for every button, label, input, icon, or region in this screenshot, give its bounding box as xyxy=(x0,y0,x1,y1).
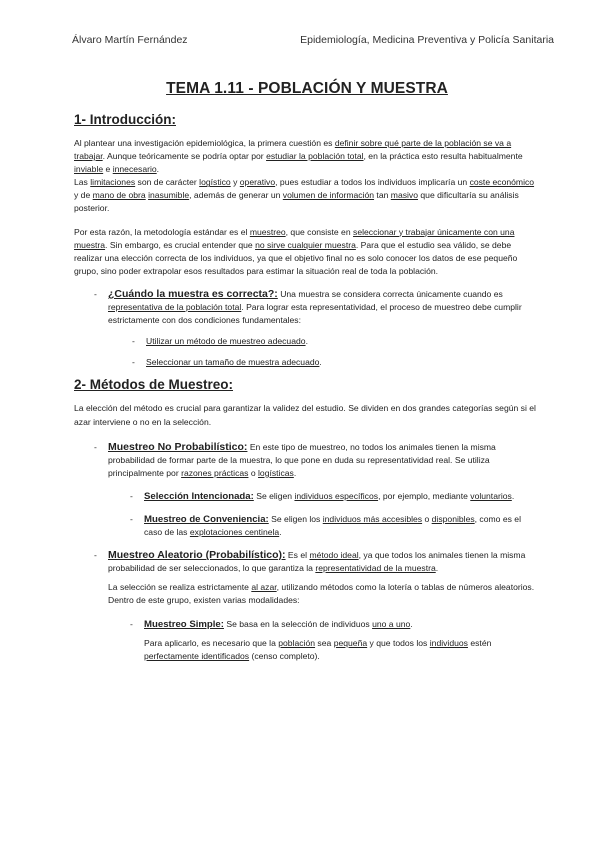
underlined-text: disponibles xyxy=(431,513,475,524)
underlined-text: logísticas xyxy=(258,467,294,478)
underlined-text: método ideal xyxy=(309,550,359,561)
condition-item xyxy=(132,356,540,369)
text: . xyxy=(279,527,282,538)
bullet-keyword: Muestreo Simple: xyxy=(144,618,224,630)
document-title: TEMA 1.11 - POBLACIÓN Y MUESTRA xyxy=(166,80,448,97)
text: La selección se realiza estrictamente xyxy=(108,582,252,593)
underlined-text: al azar xyxy=(251,582,277,593)
underlined-text: voluntarios xyxy=(470,490,512,501)
underlined-text: masivo xyxy=(390,190,419,201)
underlined-text: población xyxy=(278,637,316,648)
underlined-text: explotaciones centinela xyxy=(189,527,280,538)
text: tan xyxy=(374,190,391,201)
bullet-random-sampling xyxy=(94,549,540,607)
text: y de xyxy=(74,190,93,201)
text: Las xyxy=(74,177,91,188)
underlined-text: estudiar la población total xyxy=(266,151,364,162)
text: , además de generar un xyxy=(189,190,283,201)
bullet-dash: - xyxy=(130,490,133,501)
underlined-text: razones prácticas xyxy=(181,467,249,478)
text: , ya que todos los animales tienen la misma probabilidad de ser seleccionados, lo que garantiza la xyxy=(108,550,526,574)
methods-paragraph-1: La elección del método es crucial para garantizar la validez del estudio. Se dividen en dos grandes categorías según si el azar interviene o no en la selección. xyxy=(74,403,536,427)
text: Una muestra se considera correcta únicamente cuando es xyxy=(277,288,503,299)
bullet-intentional-selection xyxy=(130,490,540,503)
text: Por esta razón, la metodología estándar es el xyxy=(74,226,250,237)
text: , por ejemplo, mediante xyxy=(378,490,471,501)
text: Para aplicarlo, es necesario que la xyxy=(144,637,279,648)
section-methods xyxy=(74,377,540,662)
bullet-non-probabilistic xyxy=(94,440,540,480)
text: sea xyxy=(315,637,334,648)
text: . Para que el estudio sea válido, se debe realizar una elección correcta de los individuos, ya que el objetivo final no es solo conocer los datos de ese pequeño grupo, sino poder extrapolar esos resultados para estimar la situación real de toda la población. xyxy=(74,239,518,276)
section-heading-methods: 2- Métodos de Muestreo: xyxy=(74,377,234,393)
text: estén xyxy=(467,637,492,648)
condition-text: Seleccionar un tamaño de muestra adecuado xyxy=(146,357,320,368)
underlined-text: inasumible xyxy=(148,190,190,201)
bullet-dash: - xyxy=(130,618,133,629)
text: e xyxy=(103,164,113,175)
header-author: Álvaro Martín Fernández xyxy=(72,34,188,46)
text: , pues estudiar a todos los individuos implicaría un xyxy=(275,177,470,188)
bullet-dash: - xyxy=(94,550,97,561)
underlined-text: representatividad de la muestra xyxy=(315,563,436,574)
intro-paragraph-1 xyxy=(74,137,540,216)
bullet-dash: - xyxy=(132,357,135,368)
text: , que consiste en xyxy=(285,226,354,237)
bullet-dash: - xyxy=(130,513,133,524)
underlined-text: representativa de la población total xyxy=(108,302,242,313)
underlined-text: limitaciones xyxy=(90,177,136,188)
bullet-keyword: Muestreo No Probabilístico: xyxy=(108,440,248,453)
simple-sampling-paragraph xyxy=(144,637,540,663)
underlined-text: uno a uno xyxy=(372,618,411,629)
bullet-keyword: Muestreo Aleatorio (Probabilístico): xyxy=(108,549,286,562)
text: . Aunque teóricamente se podría optar por xyxy=(102,151,267,162)
text: En este tipo de muestreo, no todos los animales tienen la misma probabilidad de formar parte de la muestra, lo que pone en duda su representatividad real. Se utiliza principalmente por xyxy=(108,441,496,478)
text: y que todos los xyxy=(367,637,430,648)
bullet-convenience-sampling xyxy=(130,513,540,539)
underlined-text: individuos más accesibles xyxy=(322,513,423,524)
text: Se eligen xyxy=(253,490,295,501)
bullet-keyword: Muestreo de Conveniencia: xyxy=(144,513,269,525)
text: Es el xyxy=(285,550,310,561)
section-heading-introduction: 1- Introducción: xyxy=(74,112,176,127)
bullet-keyword: Selección Intencionada: xyxy=(144,490,254,502)
text: . xyxy=(156,164,160,175)
underlined-text: operativo xyxy=(239,177,276,188)
underlined-text: volumen de información xyxy=(282,190,375,201)
text: son de carácter xyxy=(135,177,200,188)
underlined-text: mano de obra xyxy=(92,190,146,201)
bullet-dash: - xyxy=(94,441,97,452)
text: . xyxy=(410,618,413,629)
text: (censo completo). xyxy=(249,650,320,661)
bullet-correct-sample xyxy=(94,287,540,327)
text: . Sin embargo, es crucial entender que xyxy=(105,239,256,250)
text: . xyxy=(319,357,322,368)
text: . xyxy=(435,563,439,574)
text: o xyxy=(422,513,432,524)
text: y xyxy=(230,177,240,188)
text: Se basa en la selección de individuos xyxy=(223,618,373,629)
text: . xyxy=(511,490,515,501)
condition-item xyxy=(132,335,540,348)
bullet-dash: - xyxy=(94,288,97,299)
text: que dificultaría su análisis posterior. xyxy=(74,190,519,214)
underlined-text: perfectamente identificados xyxy=(144,650,250,661)
underlined-text: inviable xyxy=(74,164,104,175)
condition-text: Utilizar un método de muestreo adecuado xyxy=(146,336,306,347)
bullet-keyword: ¿Cuándo la muestra es correcta?: xyxy=(108,287,278,300)
underlined-text: individuos específicos xyxy=(294,490,379,501)
bullet-simple-sampling xyxy=(130,618,540,663)
header-subject: Epidemiología, Medicina Preventiva y Policía Sanitaria xyxy=(300,34,554,46)
text: o xyxy=(248,467,259,478)
underlined-text: innecesario xyxy=(112,164,157,175)
text: , en la práctica esto resulta habitualmente xyxy=(363,151,523,162)
text: , utilizando métodos como la lotería o tablas de números aleatorios. Dentro de este grupo, existen varias modalidades: xyxy=(108,582,535,606)
text: . xyxy=(293,467,297,478)
underlined-text: individuos xyxy=(429,637,468,648)
underlined-text: coste económico xyxy=(469,177,535,188)
underlined-text: seleccionar y trabajar únicamente con una muestra xyxy=(74,226,515,250)
text: . xyxy=(305,336,308,347)
underlined-text: definir sobre qué parte de la población se va a trabajar xyxy=(74,138,512,162)
text: Al plantear una investigación epidemiológica, la primera cuestión es xyxy=(74,138,335,148)
underlined-text: pequeña xyxy=(333,637,368,648)
bullet-dash: - xyxy=(132,336,135,347)
text: , como es el caso de las xyxy=(144,513,521,538)
page-header xyxy=(72,34,554,46)
random-sampling-paragraph xyxy=(108,581,540,607)
text: Se eligen los xyxy=(268,513,323,524)
intro-paragraph-2 xyxy=(74,226,540,278)
underlined-text: logístico xyxy=(199,177,231,188)
underlined-text: no sirve cualquier muestra xyxy=(255,239,356,250)
text: . Para lograr esta representatividad, el proceso de muestreo debe cumplir estrictamente con dos condiciones fundamentales: xyxy=(108,302,522,326)
underlined-text: muestreo xyxy=(249,226,286,237)
section-introduction xyxy=(74,112,540,369)
